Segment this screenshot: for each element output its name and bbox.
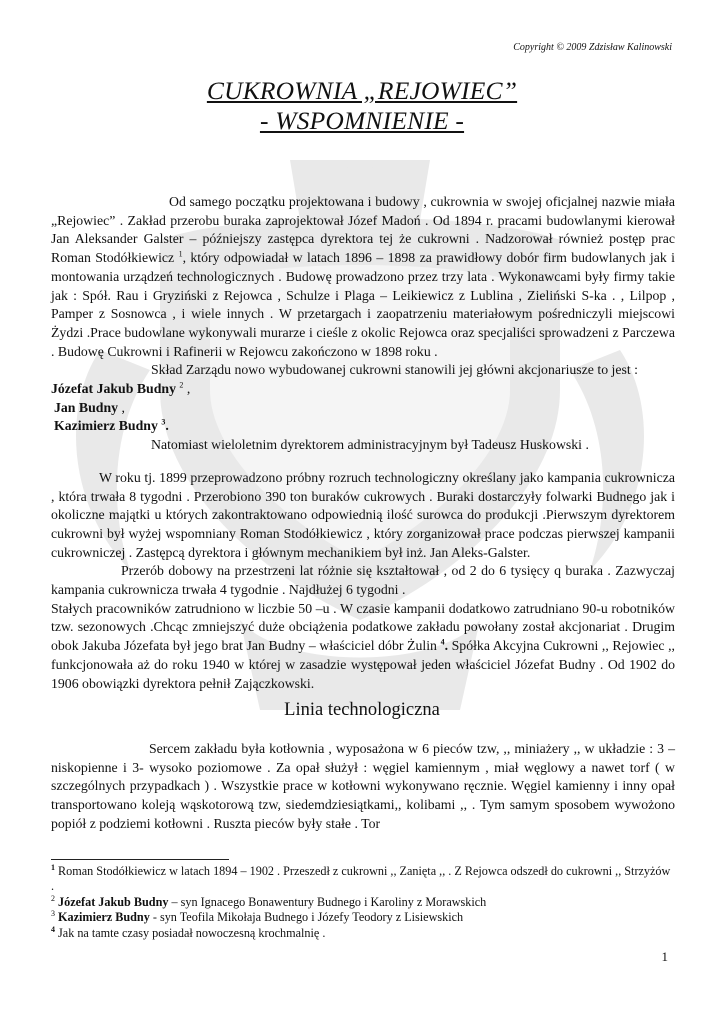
footnote-text: Jak na tamte czasy posiadał nowoczesną krochmalnię .	[58, 925, 326, 940]
punctuation: .	[165, 418, 169, 434]
footnotes	[51, 864, 675, 941]
paragraph-employees: Stałych pracowników zatrudniono w liczbie 50 –u . W czasie kampanii dodatkowo zatrudniano 90-u robotników tzw. sezonowych .Chcąc zmniejszyć duże obciążenia podatkowe zakładu powołany został akcjonariat . Drugim obok Jakuba Józefata był jego brat Jan Budny – właściciel dóbr Żulin $^4$. Spółka Akcyjna Cukrowni ,, Rejowiec ,, funkcjonowała aż do roku 1940 w której w zasadzie występował jeden właściciel Józefat Budny . Od 1902 do 1906 obowiązki dyrektora pełnił Zajączkowski.	[51, 600, 676, 691]
main-body	[51, 193, 675, 693]
footnote-item	[51, 864, 675, 895]
footnote-name: Józefat Jakub Budny	[58, 894, 169, 909]
paragraph-first-campaign: W roku tj. 1899 przeprowadzono próbny rozruch technologiczny określany jako kampania cukrownicza , która trwała 8 tygodni . Przerobiono 390 ton buraków cukrowych . Buraki dostarczyły folwarki Budnego jak i okoliczne majątki u których zakontraktowano odpowiednią ilość surowca do produkcji .Pierwszym dyrektorem cukrowni był wyżej wspomniany Roman Stodółkiewicz , który zorganizował prace podczas pierwszej kampanii cukrowniczej . Zastępcą dyrektora i głównym mechanikiem był inż. Jan Aleks-Galster.	[51, 469, 675, 560]
footnote-text: – syn Ignacego Bonawentury Budnego i Karoliny z Morawskich	[171, 894, 487, 909]
document-title: CUKROWNIA „REJOWIEC”	[206, 76, 518, 105]
footnote-ref: 3	[161, 417, 166, 427]
shareholder-name: Józefat Jakub Budny	[51, 381, 176, 397]
document-subtitle: - WSPOMNIENIE -	[259, 106, 465, 135]
paragraph-text: Spółka Akcyjna Cukrowni ,, Rejowiec ,, funkcjonowała aż do roku 1940 w której w zasadzie występował jeden właściciel Józefat Budny . Od 1902 do 1906 obowiązki dyrektora pełnił Zajączkowski.	[51, 638, 676, 691]
section-heading: Linia technologiczna	[284, 700, 440, 720]
shareholder-item	[51, 380, 675, 399]
paragraph-boiler-house: Sercem zakładu była kotłownia , wyposażona w 6 pieców tzw, ,, miniażery ,, w układzie : 3 – niskopienne i 3- wysoko poziomowe . Za opał służył : węgiel kamiennym , miał węglowy a nawet torf ( w szczególnych przypadkach ) . Wszystkie prace w kotłowni wykonywano ręcznie. Węgiel kamienny i inny opał transportowano koleją wąskotorową tzw, siedemdziesiątkami,, kolibami ,, . Tym samym sposobem wywożono popiół z podziemi kotłowni . Ruszta pieców były stałe . Tor	[51, 741, 675, 831]
footnote-item	[51, 910, 675, 925]
footnote-number: 4	[51, 924, 55, 934]
paragraph-board: Skład Zarządu nowo wybudowanej cukrowni stanowili jej główni akcjonariusze to jest :	[151, 362, 638, 378]
footnote-ref: 1	[178, 249, 183, 259]
paragraph-text: , który odpowiadał w latach 1896 – 1898 za prawidłowy dobór firm budowlanych jak i montowania urządzeń technologicznych . Budowę prowadzono przez trzy lata . Wykonawcami były firmy takie jak : Spół. Rau i Gryziński z Rejowca , Schulze i Plaga – Leikiewicz z Lublina , Zieliński S-ka . , Lilpop , Pamper z Sosnowca , i wiele innych . W przetargach i zaopatrzeniu materiałowym pośredniczyli miejscowi Żydzi .Prace budowlane wykonywali murarze i cieśle z okolic Rejowca oraz specjaliści sprowadzeni z Parczewa . Budowę Cukrowni i Rafinerii w Rejowcu zakończono w 1898 roku .	[51, 250, 675, 359]
footnote-divider	[51, 859, 229, 860]
punctuation: ,	[121, 399, 125, 415]
footnote-number: 1	[51, 862, 55, 872]
paragraph-processing: Przerób dobowy na przestrzeni lat różnie się kształtował , od 2 do 6 tysięcy q buraka . Zazwyczaj kampania cukrownicza trwała 4 tygodnie . Najdłużej 6 tygodni .	[51, 563, 675, 598]
footnote-item	[51, 926, 675, 941]
paragraph-text: Stałych pracowników zatrudniono w liczbie 50 –u . W czasie kampanii dodatkowo zatrudniano 90-u robotników tzw. sezonowych .Chcąc zmniejszyć duże obciążenia podatkowe zakładu powołany został akcjonariat . Drugim obok Jakuba Józefata był jego brat Jan Budny – właściciel dóbr Żulin	[51, 600, 675, 654]
section-body	[51, 740, 675, 834]
punctuation: ,	[186, 381, 191, 397]
shareholder-name: Kazimierz Budny	[54, 418, 158, 434]
footnote-item	[51, 895, 675, 910]
paragraph-director: Natomiast wieloletnim dyrektorem administracyjnym był Tadeusz Huskowski .	[151, 437, 589, 453]
paragraph-construction	[51, 193, 675, 361]
shareholder-name: Jan Budny	[54, 399, 119, 415]
page-number: 1	[661, 949, 668, 964]
paragraph-text: Od samego początku projektowana i budowy , cukrownia w swojej oficjalnej nazwie miała „Rejowiec” . Zakład przerobu buraka zaprojektował Józef Madoń . Od 1894 r. pracami budowlanymi kierował Jan Aleksander Galster – późniejszy zastępca dyrektora tej że cukrowni . Nadzorował również postęp prac Roman Stodółkiewicz	[51, 194, 675, 266]
footnote-name: Kazimierz Budny	[58, 910, 150, 925]
copyright-notice: Copyright © 2009 Zdzisław Kalinowski	[513, 42, 672, 53]
footnote-text: Roman Stodółkiewicz w latach 1894 – 1902 . Przeszedł z cukrowni ,, Zanięta ,, . Z Rejowca odszedł do cukrowni ,, Strzyżów .	[51, 864, 671, 894]
footnote-number: 2	[51, 893, 55, 903]
footnote-number: 3	[51, 909, 55, 919]
footnote-ref: 4	[440, 637, 445, 647]
footnote-ref: 2	[179, 380, 184, 390]
footnote-text: - syn Teofila Mikołaja Budnego i Józefy Teodory z Lisiewskich	[152, 910, 464, 925]
shareholder-item	[51, 399, 675, 418]
shareholder-item	[51, 417, 675, 436]
